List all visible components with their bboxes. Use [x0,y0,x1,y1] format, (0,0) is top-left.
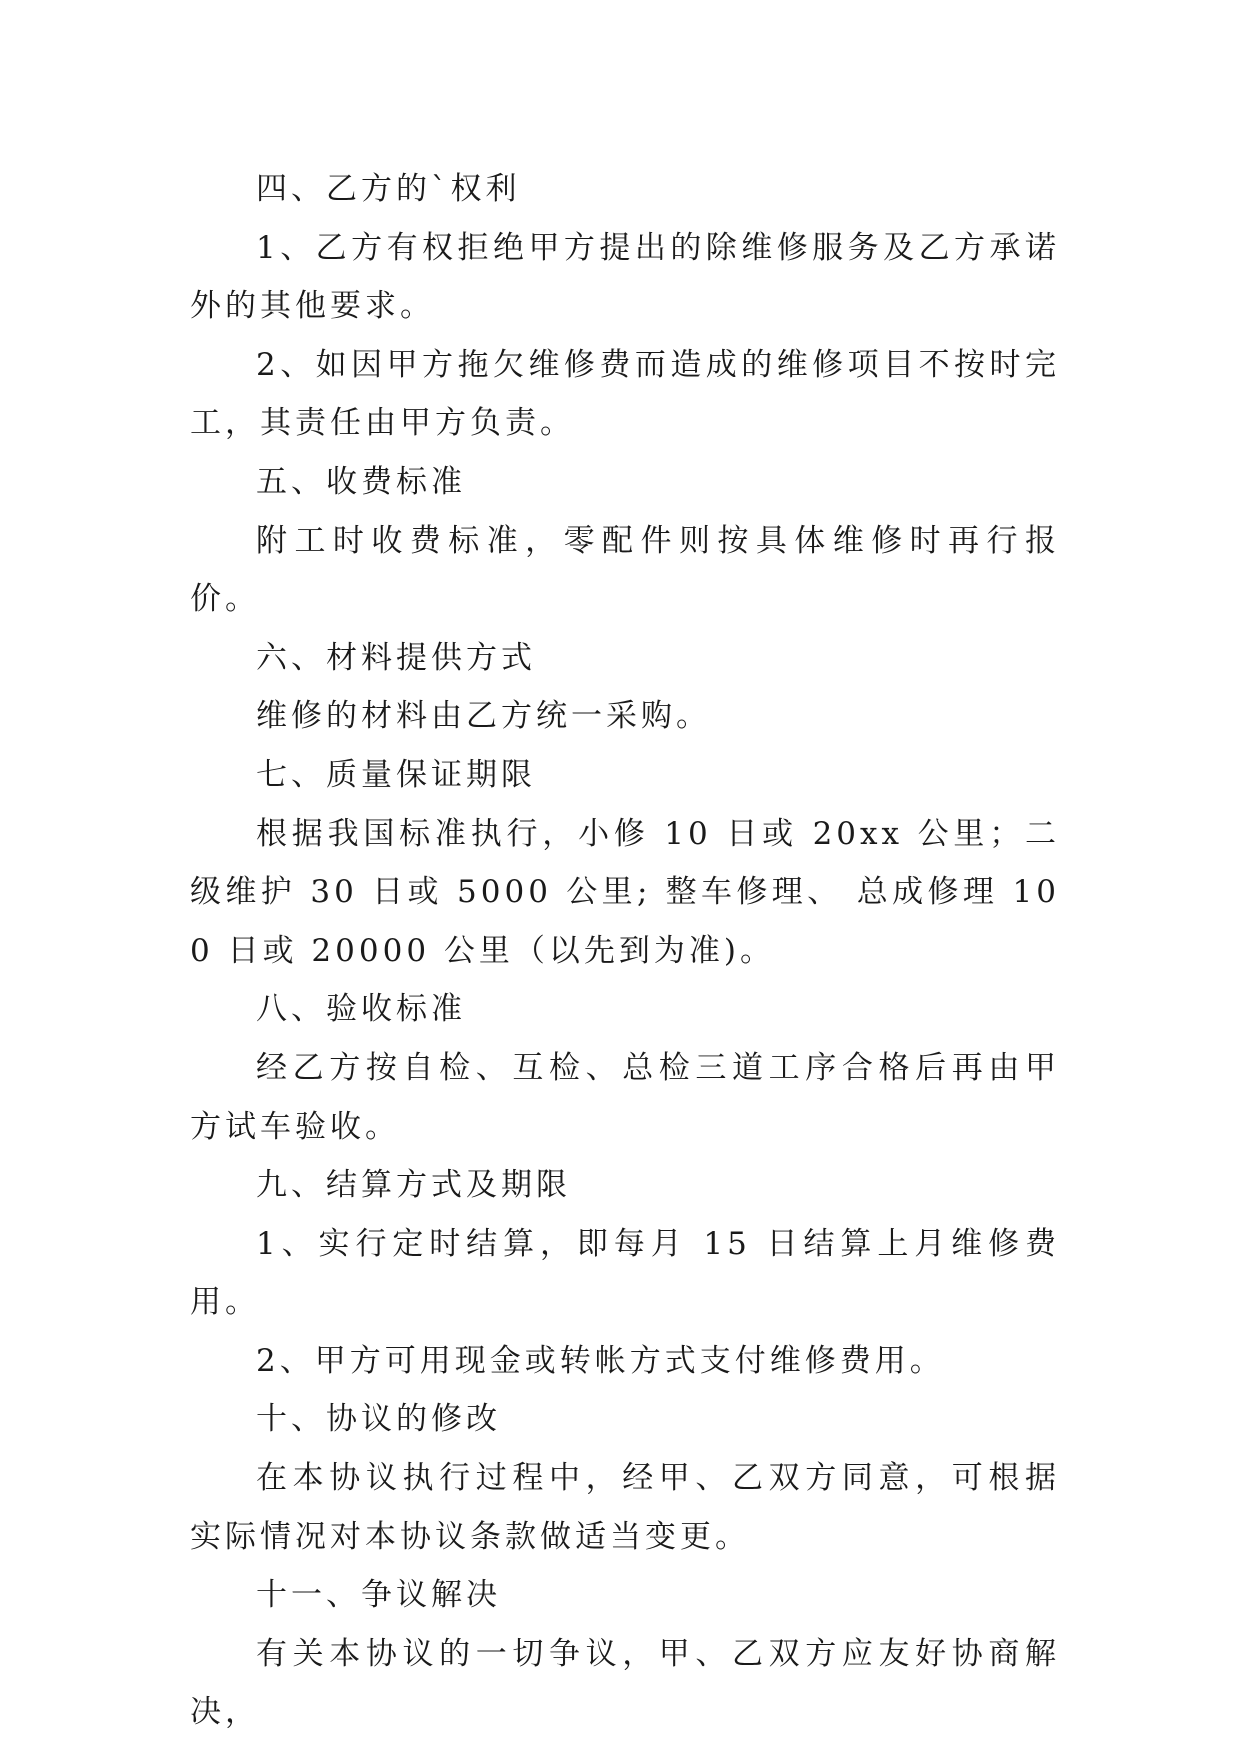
clause-paragraph: 根据我国标准执行，小修 10 日或 20xx 公里；二级维护 30 日或 5000 公里; 整车修理、 总成修理 100 日或 20000 公里（以先到为准)。 [190,815,1060,969]
clause-paragraph: 经乙方按自检、互检、总检三道工序合格后再由甲方试车验收。 [190,1049,1060,1145]
section-heading-acceptance: 八、验收标准 [256,991,466,1028]
document-body [190,160,1060,1742]
section-heading-warranty: 七、质量保证期限 [256,756,536,793]
clause-paragraph: 1、实行定时结算，即每月 15 日结算上月维修费用。 [190,1225,1060,1321]
section-heading-fees: 五、收费标准 [256,463,466,500]
clause-paragraph: 有关本协议的一切争议，甲、乙双方应友好协商解决， [190,1635,1060,1731]
clause-paragraph: 1、乙方有权拒绝甲方提出的除维修服务及乙方承诺外的其他要求。 [190,229,1060,325]
clause-paragraph: 在本协议执行过程中，经甲、乙双方同意，可根据实际情况对本协议条款做适当变更。 [190,1460,1060,1555]
section-heading-materials: 六、材料提供方式 [256,639,536,676]
section-heading-amendment: 十、协议的修改 [256,1401,501,1438]
clause-paragraph: 2、如因甲方拖欠维修费而造成的维修项目不按时完工，其责任由甲方负责。 [190,346,1060,442]
section-heading-settlement: 九、结算方式及期限 [256,1167,571,1204]
clause-paragraph: 2、甲方可用现金或转帐方式支付维修费用。 [256,1342,945,1379]
clause-paragraph: 维修的材料由乙方统一采购。 [256,698,711,735]
section-heading-dispute: 十一、争议解决 [256,1577,501,1614]
clause-paragraph: 附工时收费标准，零配件则按具体维修时再行报价。 [190,522,1060,618]
section-heading-rights: 四、乙方的`权利 [256,171,521,207]
